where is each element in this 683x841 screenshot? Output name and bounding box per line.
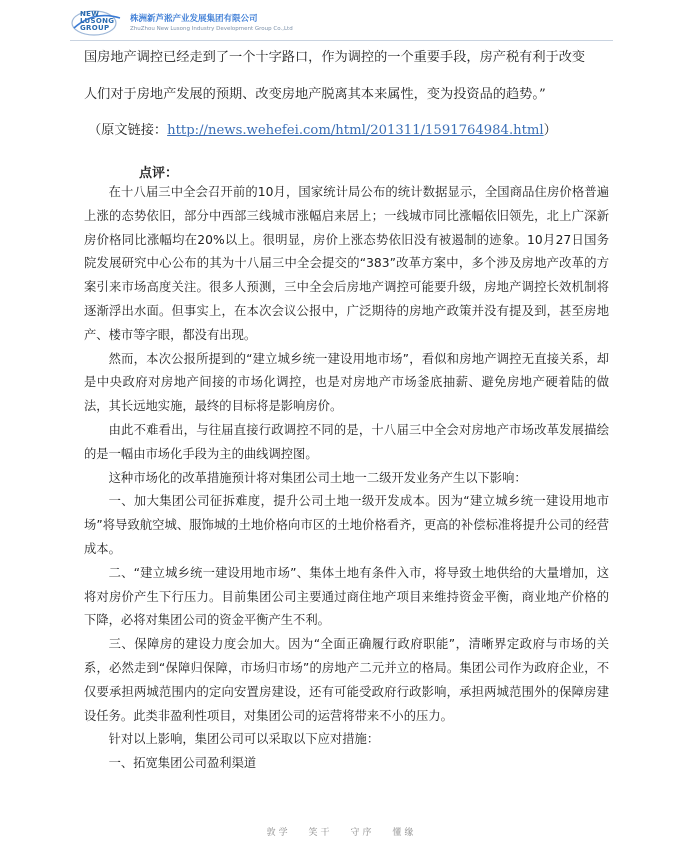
paragraph: 针对以上影响，集团公司可以采取以下应对措施：	[108, 732, 380, 747]
paragraph: 在十八届三中全会召开前的10月，国家统计局公布的统计数据显示，全国商品住房价格普遍上涨的态势依旧，部分中西部三线城市涨幅启来居上；一线城市同比涨幅依旧领先，北上广深新房价格同比涨幅均在20%以上。很明显，房价上涨态势依旧没有被遏制的迹象。10月27日国务院发展研究中心公布的其为十八届三中全会提交的“383”改革方案中，多个涉及房地产改革的方案引来市场高度关注。很多人预测，三中全会后房地产调控可能要升级，房地产调控长效机制将逐渐浮出水面。但事实上，在本次会议公报中，广泛期待的房地产政策并没有提及到，甚至房地产、楼市等字眼，都没有出现。	[84, 185, 609, 342]
footer-word: 笑干	[308, 828, 333, 838]
source-suffix: ）	[543, 123, 557, 138]
paragraph: 二、“建立城乡统一建设用地市场”、集体土地有条件入市，将导致土地供给的大量增加，这将对房价产生下行压力。目前集团公司主要通过商住地产项目来维持资金平衡，商业地产价格的下降，必将对集团公司的资金平衡产生不利。	[84, 565, 609, 628]
quote-line-2: 人们对于房地产发展的预期、改变房地产脱离其本来属性，变为投资品的趋势。”	[84, 87, 546, 102]
company-name-en: ZhuZhou New Lusong Industry Development Group Co.,Ltd	[130, 25, 293, 32]
body-text	[84, 181, 609, 776]
company-name-cn: 株洲新芦淞产业发展集团有限公司	[130, 13, 258, 24]
paragraph: 一、加大集团公司征拆难度，提升公司土地一级开发成本。因为“建立城乡统一建设用地市场”将导致航空城、服饰城的土地价格向市区的土地价格看齐，更高的补偿标准将提升公司的经营成本。	[84, 494, 609, 556]
paragraph: 由此不难看出，与往届直接行政调控不同的是，十八届三中全会对房地产市场改革发展描绘的是一幅由市场化手段为主的曲线调控图。	[84, 422, 609, 461]
company-name	[130, 14, 293, 33]
paragraph: 一、拓宽集团公司盈利渠道	[108, 756, 257, 771]
footer-word: 守序	[350, 828, 375, 838]
paragraph: 三、保障房的建设力度会加大。因为“全面正确履行政府职能”，清晰界定政府与市场的关系，必然走到“保障归保障，市场归市场”的房地产二元并立的格局。集团公司作为政府企业，不仅要承担两城范围内的定向安置房建设，还有可能受政府行政影响，承担两城范围外的保障房建设任务。此类非盈利性项目，对集团公司的运营将带来不小的压力。	[84, 637, 609, 723]
footer-word: 敦学	[266, 828, 291, 838]
paragraph: 这种市场化的改革措施预计将对集团公司土地一二级开发业务产生以下影响：	[108, 470, 527, 485]
source-line	[88, 121, 623, 141]
quote-line-1: 国房地产调控已经走到了一个十字路口，作为调控的一个重要手段，房产税有利于改变	[84, 50, 586, 65]
logo-text: NEW LUSONG GROUP	[80, 10, 115, 32]
note-title: 点评：	[139, 166, 179, 181]
header-divider	[70, 40, 613, 41]
source-prefix: （原文链接：	[88, 123, 168, 138]
page-header	[70, 8, 293, 38]
paragraph: 然而，本次公报所提到的“建立城乡统一建设用地市场”，看似和房地产调控无直接关系，却是中央政府对房地产间接的市场化调控，也是对房地产市场釜底抽薪、避免房地产硬着陆的做法，其长远地实施，最终的目标将是影响房价。	[84, 351, 609, 414]
source-link[interactable]: http://news.wehefei.com/html/201311/1591764984.html	[167, 123, 544, 138]
footer-word: 懂缘	[392, 828, 417, 838]
company-logo	[70, 8, 128, 38]
page-footer	[0, 825, 683, 838]
